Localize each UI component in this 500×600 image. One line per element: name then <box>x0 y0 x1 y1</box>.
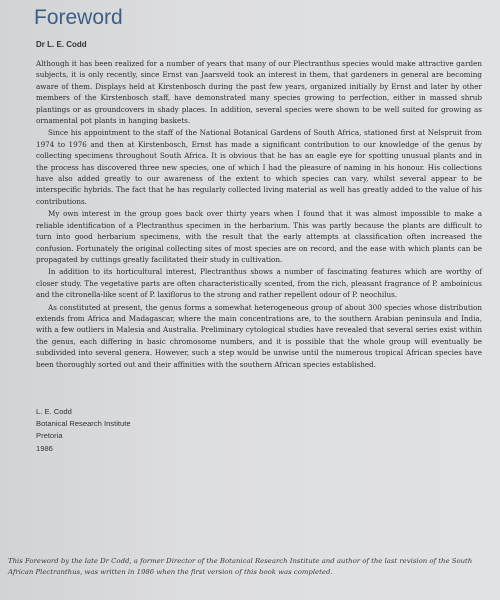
footnote: This Foreword by the late Dr Codd, a former Director of the Botanical Research Institute and author of the last revision of the South African Plectranthus, was written in 1986 when the first version of this book was completed. <box>8 557 473 576</box>
paragraph-4: In addition to its horticultural interest, Plectranthus shows a number of fascinating features which are worthy of closer study. The vegetative parts are often characteristically scented, from the rich, pleasant fragrance of P. amboinicus and the citronella-like scent of P. laxiflorus to the strong and rather repellent odour of P. neochilus. <box>36 267 482 300</box>
signature-institution: Botanical Research Institute <box>36 419 131 429</box>
paragraph-5: As constituted at present, the genus forms a somewhat heterogeneous group of about 300 species whose distribution extends from Africa and Madagascar, where the main concentrations are, to the southern Arabian peninsula and India, with a few outliers in Malesia and Australia. Preliminary cytological studies have revealed that several series exist within the genus, each differing in basic chromosome numbers, and it is possible that the whole group will eventually be subdivided into several genera. However, such a step would be unwise until the numerous tropical African species have been thoroughly sorted out and their affinities with the southern African species established. <box>36 302 482 369</box>
page-title: Foreword <box>34 6 123 29</box>
author-name: Dr L. E. Codd <box>36 40 87 49</box>
paragraph-2: Since his appointment to the staff of the National Botanical Gardens of South Africa, stationed first at Nelspruit from 1974 to 1976 and then at Kirstenbosch, Ernst has made a significant contribution to our knowledge of the genus by collecting specimens throughout South Africa. It is obvious that he has an eagle eye for spotting unusual plants and in the process has discovered three new species, one of which I had the pleasure of naming in his honour. His collections have also added greatly to our awareness of the extent to which species can vary, whilst several appear to be interspecific hybrids. The fact that he has regularly collected living material as well has greatly added to the value of his contributions. <box>36 128 482 206</box>
paragraph-3: My own interest in the group goes back over thirty years when I found that it was almost impossible to make a reliable identification of a Plectranthus specimen in the herbarium. This was partly because the plants are difficult to turn into good herbarium specimens, with the result that the early attempts at classification often increased the confusion. Fortunately the original collecting sites of most species are on record, and the ease with which plants can be propagated by cuttings greatly facilitated their study in cultivation. <box>36 209 482 264</box>
signature-year: 1986 <box>36 443 53 453</box>
foreword-body <box>36 58 482 370</box>
signature-block <box>36 406 482 455</box>
signature-name: L. E. Codd <box>36 406 72 416</box>
signature-city: Pretoria <box>36 431 63 441</box>
paragraph-1: Although it has been realized for a number of years that many of our Plectranthus species would make attractive garden subjects, it is only recently, since Ernst van Jaarsveld took an interest in them, that gardeners in general are becoming aware of them. Displays held at Kirstenbosch during the past few years, organized initially by Ernst and later by other members of the Kirstenbosch staff, have demonstrated many species growing to perfection, either in massed shrub plantings or as groundcovers in shady places. In addition, several species were shown to be well suited for growing as ornamental pot plants in hanging baskets. <box>36 59 482 126</box>
